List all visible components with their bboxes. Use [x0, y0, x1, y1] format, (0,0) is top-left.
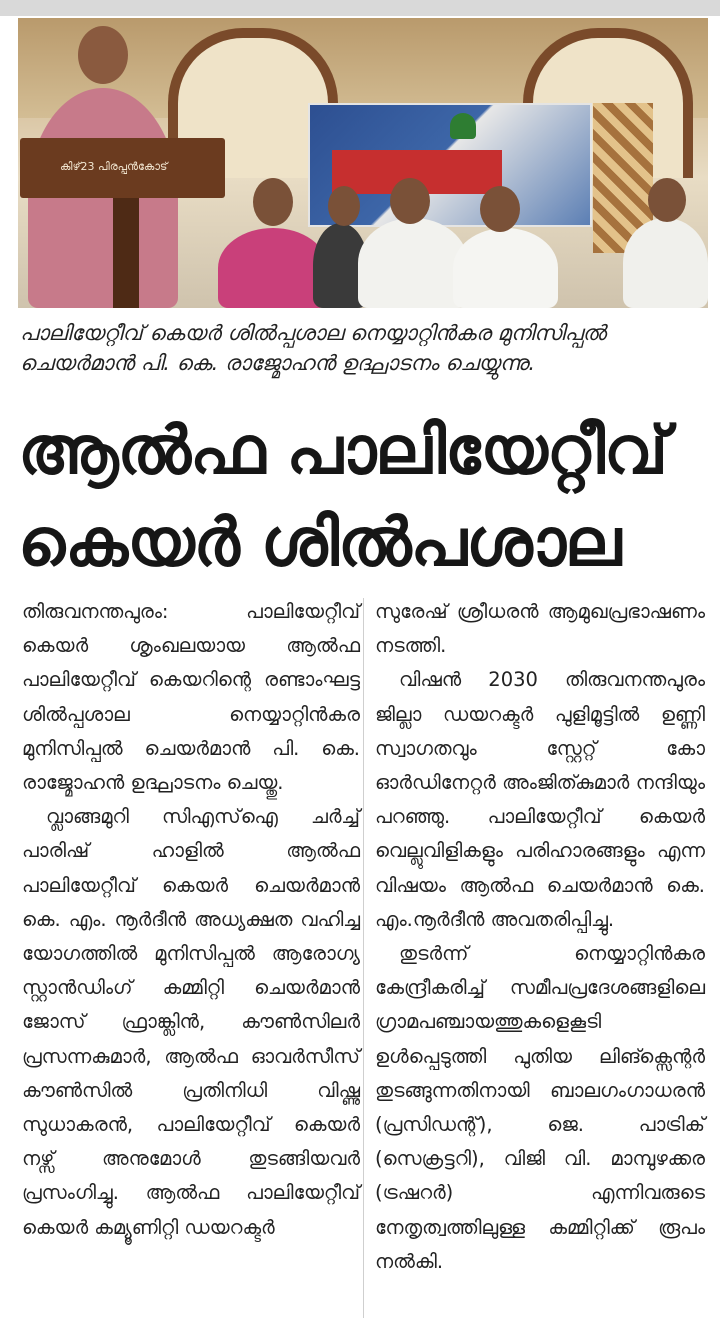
article-column-left	[22, 595, 360, 1245]
photo-person-4	[453, 228, 558, 308]
top-bar	[0, 0, 720, 16]
photo-person-5	[623, 218, 708, 308]
podium-sign: കിഴ്23 പിരപ്പൻകോട്	[60, 160, 168, 173]
photo-speaker	[28, 88, 178, 308]
photo-person-2-head	[328, 186, 360, 226]
article-paragraph: തുടർന്ന് നെയ്യാറ്റിൻകര കേന്ദ്രീകരിച്ച് സമീപപ്രദേശങ്ങളിലെ ഗ്രാമപഞ്ചായത്തുകളെകൂടി ഉൾപ്പെടുത്തി പുതിയ ലിങ്ക്സെന്റർ തുടങ്ങുന്നതിനായി ബാലഗംഗാധരൻ (പ്രസിഡന്റ്), ജെ. പാട്രിക് (സെക്രട്ടറി), വിജി വി. മാമ്പുഴക്കര (ട്രഷറർ) എന്നിവരുടെ നേതൃത്വത്തിലുള്ള കമ്മിറ്റിക്ക് രൂപം നൽകി.	[375, 942, 705, 1273]
news-photo	[18, 18, 708, 308]
photo-person-4-head	[480, 186, 520, 232]
article-paragraph: വ്ലാങ്ങമുറി സിഎസ്ഐ ചർച്ച് പാരിഷ് ഹാളിൽ ആൽഫ പാലിയേറ്റീവ് കെയർ ചെയർമാൻ കെ. എം. നൂർദീൻ അധ്യക്ഷത വഹിച്ച യോഗത്തിൽ മുനിസിപ്പൽ ആരോഗ്യ സ്റ്റാൻഡിംഗ് കമ്മിറ്റി ചെയർമാൻ ജോസ് ഫ്രാങ്ക്ലിൻ, കൗൺസിലർ പ്രസന്നകുമാർ, ആൽഫ ഓവർസീസ് കൗൺസിൽ പ്രതിനിധി വിഷ്ണു സുധാകരൻ, പാലിയേറ്റീവ് കെയർ നഴ്സ് അനുമോൾ തുടങ്ങിയവർ പ്രസംഗിച്ചു. ആൽഫ പാലിയേറ്റീവ് കെയർ കമ്യൂണിറ്റി ഡയറക്ടർ	[22, 805, 360, 1239]
photo-podium-stand	[113, 198, 139, 308]
photo-person-1	[218, 228, 328, 308]
article-headline: ആൽഫ പാലിയേറ്റീവ് കെയർ ശിൽപശാല	[18, 412, 667, 581]
banner-logo	[450, 113, 476, 139]
photo-person-3	[358, 218, 468, 308]
photo-caption: പാലിയേറ്റീവ് കെയർ ശിൽപ്പശാല നെയ്യാറ്റിൻകര മുനിസിപ്പൽ ചെയർമാൻ പി. കെ. രാജ്മോഹൻ ഉദ്ഘാടനം ചെയ്യുന്നു.	[20, 321, 606, 375]
column-divider	[363, 598, 364, 1318]
article-paragraph: തിരുവനന്തപുരം: പാലിയേറ്റീവ് കെയർ ശൃംഖലയായ ആൽഫ പാലിയേറ്റീവ് കെയറിന്റെ രണ്ടാംഘട്ട ശിൽപ്പശാല നെയ്യാറ്റിൻകര മുനിസിപ്പൽ ചെയർമാൻ പി. കെ. രാജ്മോഹൻ ഉദ്ഘാടനം ചെയ്തു.	[22, 600, 360, 795]
photo-person-1-head	[253, 178, 293, 226]
article-paragraph: സുരേഷ് ശ്രീധരൻ ആമുഖപ്രഭാഷണം നടത്തി.	[375, 600, 705, 658]
photo-person-3-head	[390, 178, 430, 224]
article-paragraph: വിഷൻ 2030 തിരുവനന്തപുരം ജില്ലാ ഡയറക്ടർ പുളിമൂട്ടിൽ ഉണ്ണി സ്വാഗതവും സ്റ്റേറ്റ് കോ ഓർഡിനേറ്റർ അംജിത്കുമാർ നന്ദിയും പറഞ്ഞു. പാലിയേറ്റീവ് കെയർ വെല്ലുവിളികളും പരിഹാരങ്ങളും എന്ന വിഷയം ആൽഫ ചെയർമാൻ കെ. എം.നൂർദീൻ അവതരിപ്പിച്ചു.	[375, 668, 705, 931]
photo-speaker-head	[78, 26, 128, 84]
photo-person-5-head	[648, 178, 686, 222]
photo-podium	[20, 138, 225, 198]
article-column-right	[375, 595, 705, 1279]
